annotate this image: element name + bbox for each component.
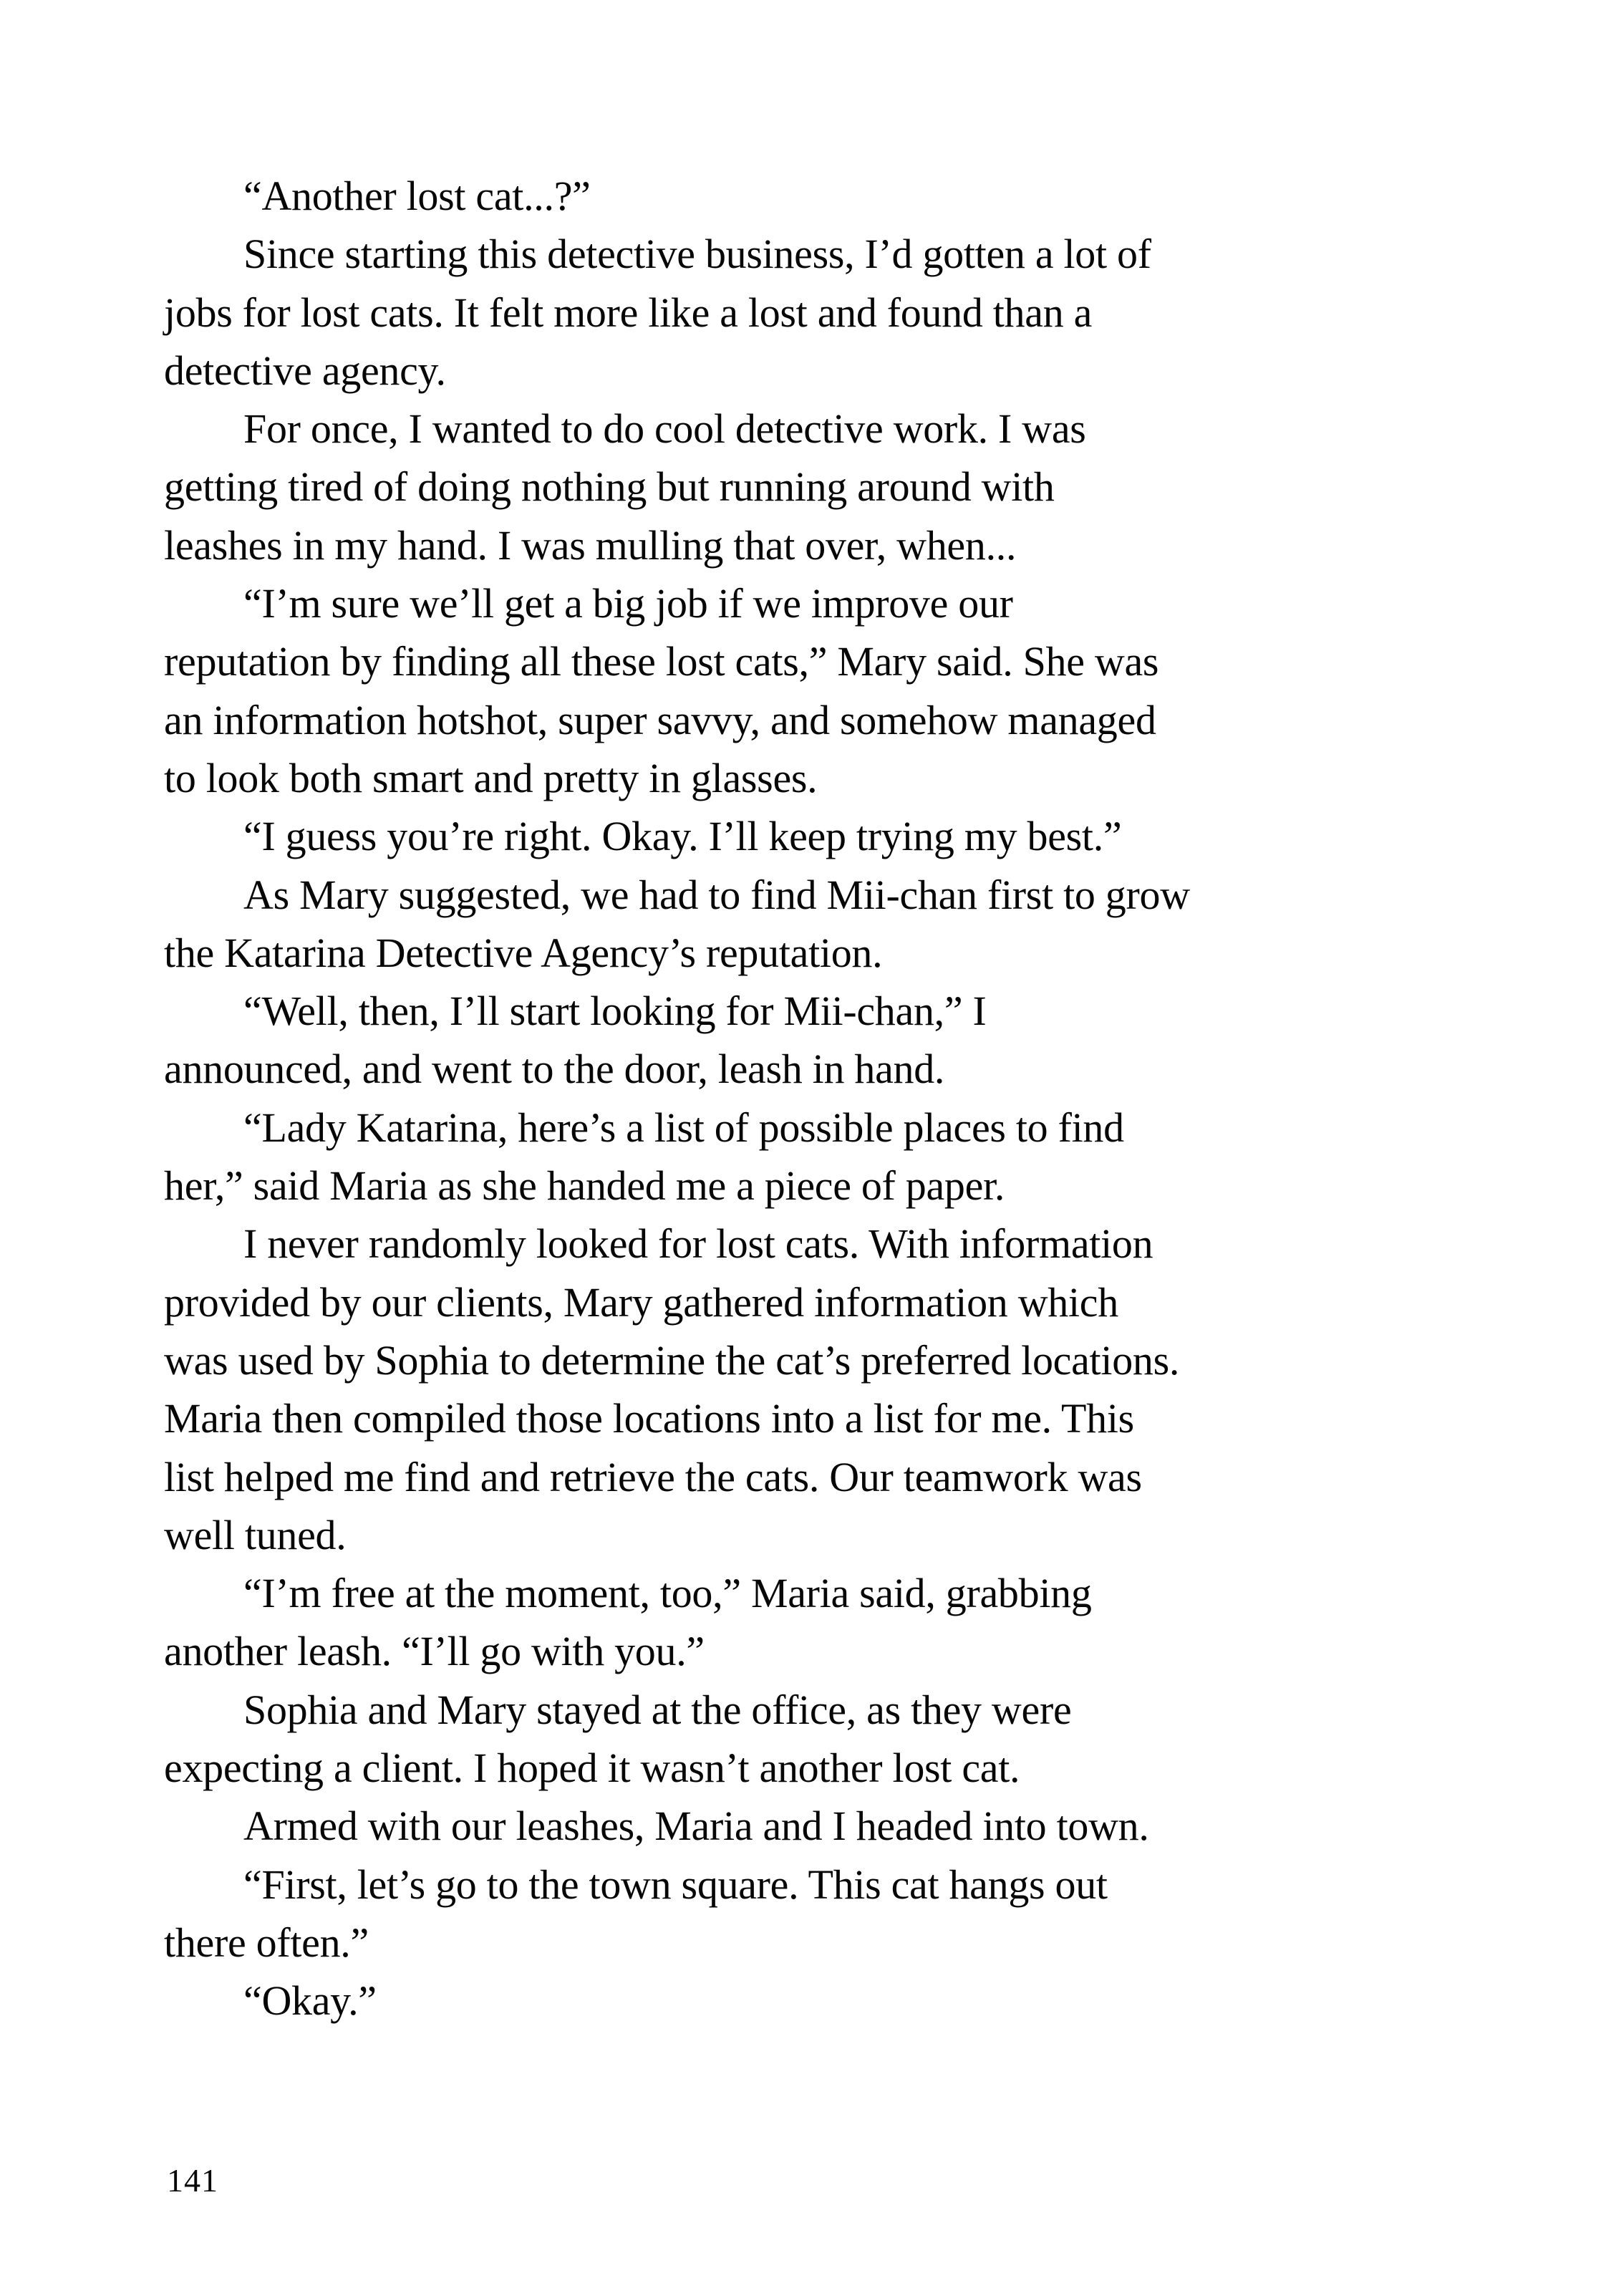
- text-line: reputation by finding all these lost cats,” Mary said. She was: [164, 638, 1159, 685]
- body-text: [164, 167, 1467, 2030]
- text-line: was used by Sophia to determine the cat’s preferred locations.: [164, 1336, 1180, 1384]
- text-line: For once, I wanted to do cool detective work. I was: [243, 405, 1086, 453]
- text-line: another leash. “I’ll go with you.”: [164, 1628, 705, 1675]
- text-line: “I’m sure we’ll get a big job if we improve our: [243, 580, 1013, 627]
- text-line: leashes in my hand. I was mulling that over, when...: [164, 521, 1017, 569]
- page-number: 141: [167, 2162, 218, 2199]
- text-line: Since starting this detective business, I’d gotten a lot of: [243, 231, 1151, 278]
- text-line: to look both smart and pretty in glasses.: [164, 754, 818, 801]
- text-line: “Well, then, I’ll start looking for Mii-chan,” I: [243, 988, 987, 1035]
- text-line: “Another lost cat...?”: [243, 173, 591, 219]
- text-line: Armed with our leashes, Maria and I headed into town.: [243, 1803, 1149, 1850]
- text-line: getting tired of doing nothing but running around with: [164, 463, 1055, 511]
- text-line: Sophia and Mary stayed at the office, as they were: [243, 1686, 1072, 1733]
- text-line: provided by our clients, Mary gathered information which: [164, 1278, 1118, 1326]
- text-line: well tuned.: [164, 1511, 347, 1558]
- text-line: Maria then compiled those locations into a list for me. This: [164, 1395, 1134, 1442]
- text-line: announced, and went to the door, leash in hand.: [164, 1046, 945, 1093]
- text-line: As Mary suggested, we had to find Mii-chan first to grow: [243, 871, 1190, 918]
- text-line: detective agency.: [164, 347, 446, 394]
- text-line: “Lady Katarina, here’s a list of possible places to find: [243, 1104, 1124, 1151]
- text-line: there often.”: [164, 1919, 369, 1966]
- text-line: “I’m free at the moment, too,” Maria said, grabbing: [243, 1570, 1092, 1617]
- text-line: the Katarina Detective Agency’s reputation.: [164, 929, 883, 976]
- text-line: jobs for lost cats. It felt more like a lost and found than a: [164, 289, 1093, 336]
- text-line: “First, let’s go to the town square. This cat hangs out: [243, 1861, 1108, 1908]
- text-line: “I guess you’re right. Okay. I’ll keep trying my best.”: [243, 813, 1122, 860]
- text-line: expecting a client. I hoped it wasn’t another lost cat.: [164, 1745, 1020, 1792]
- text-line: her,” said Maria as she handed me a piece of paper.: [164, 1162, 1005, 1210]
- text-line: list helped me find and retrieve the cats. Our teamwork was: [164, 1453, 1142, 1500]
- text-line: “Okay.”: [243, 1977, 377, 2025]
- text-line: an information hotshot, super savvy, and somehow managed: [164, 696, 1156, 743]
- text-line: I never randomly looked for lost cats. With information: [243, 1220, 1153, 1268]
